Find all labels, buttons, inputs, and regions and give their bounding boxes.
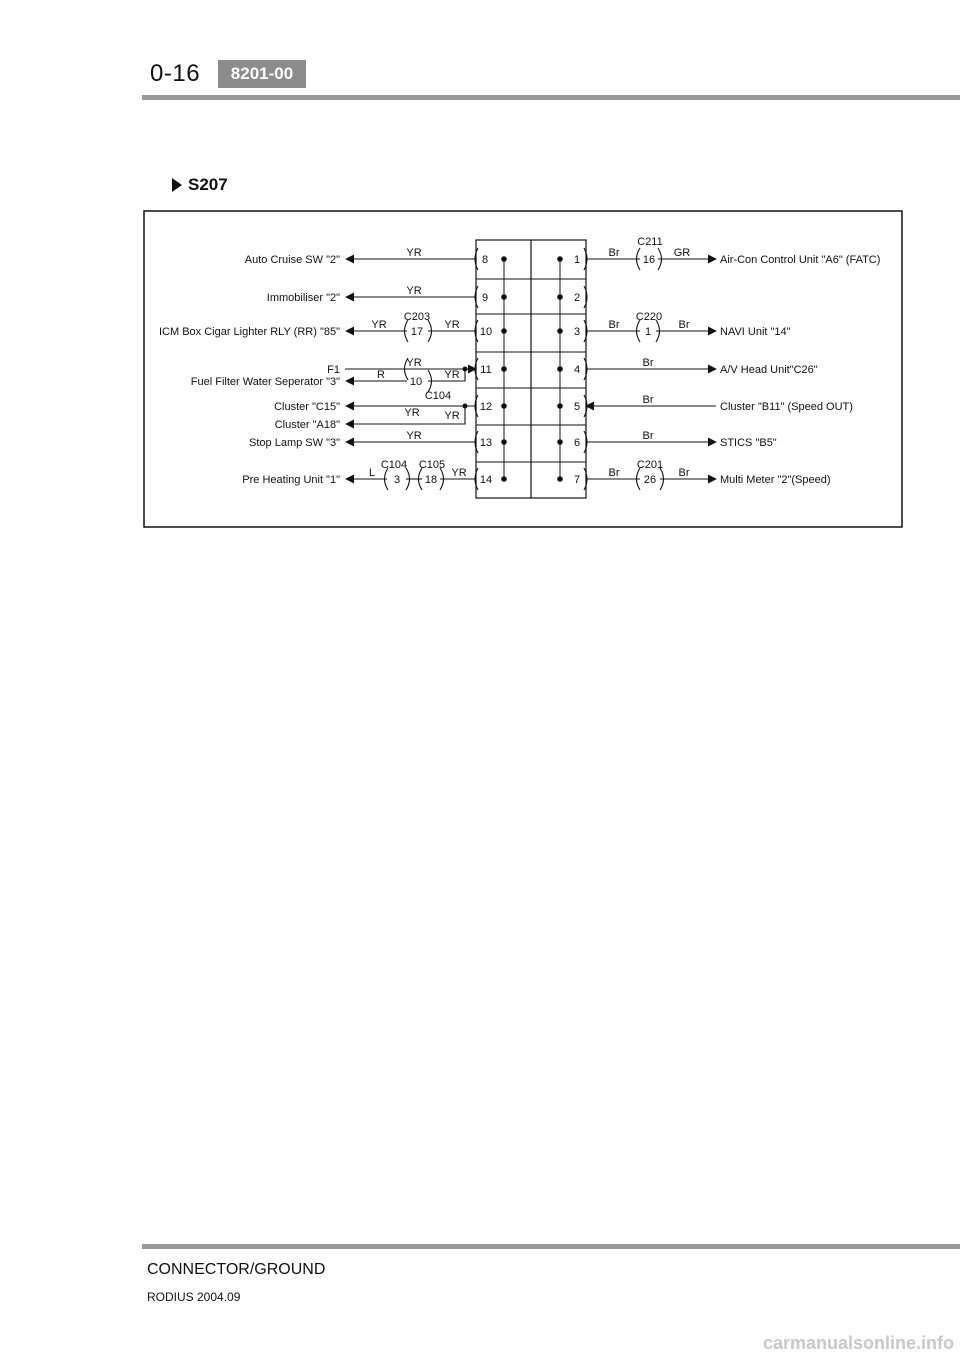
connector-id: C201 (636, 459, 664, 471)
pin-label: 6 (573, 437, 581, 449)
wire-color: Br (608, 247, 620, 259)
circuit-label: Fuel Filter Water Seperator "3" (190, 376, 340, 388)
wire-color: YR (406, 247, 422, 259)
circuit-label: Pre Heating Unit "1" (242, 474, 340, 486)
circuit-label: ICM Box Cigar Lighter RLY (RR) "85" (158, 326, 340, 338)
connector-pin: 18 (424, 474, 438, 486)
diagram-title: S207 (188, 175, 228, 194)
connector-pin: 10 (409, 376, 423, 388)
circuit-label: Cluster "A18" (274, 419, 340, 431)
wire-color: YR (444, 410, 460, 422)
pin-label: 10 (479, 326, 493, 338)
connector-id: C211 (637, 236, 663, 248)
pin-label: 7 (573, 474, 581, 486)
pin-label: 2 (573, 292, 581, 304)
wire-color: YR (451, 467, 467, 479)
wire-color: YR (406, 357, 422, 369)
wire-color: L (368, 467, 376, 479)
connector-id: C105 (418, 459, 446, 471)
pin-label: 4 (573, 364, 581, 376)
pin-label: 9 (481, 292, 489, 304)
wire-color: Br (608, 467, 620, 479)
circuit-label: Air-Con Control Unit "A6" (FATC) (720, 254, 881, 266)
wire-color: Br (608, 319, 620, 331)
circuit-label: Cluster "B11" (Speed OUT) (720, 401, 853, 413)
wire-color: Br (642, 394, 654, 406)
connector-pin: 17 (410, 326, 424, 338)
footer-subtitle: RODIUS 2004.09 (147, 1290, 241, 1304)
connector-pin: 26 (643, 474, 657, 486)
wire-color: YR (406, 285, 422, 297)
circuit-label: NAVI Unit "14" (720, 326, 791, 338)
wire-color: YR (444, 369, 460, 381)
wire-color: GR (673, 247, 691, 259)
wire-color: Br (642, 357, 654, 369)
wire-color: Br (678, 319, 690, 331)
footer-title: CONNECTOR/GROUND (147, 1261, 326, 1278)
connector-id: C104 (380, 459, 408, 471)
circuit-label: Immobiliser "2" (266, 292, 340, 304)
wire-color: Br (642, 430, 654, 442)
pin-label: 13 (479, 437, 493, 449)
connector-pin: 3 (393, 474, 401, 486)
circuit-label: Stop Lamp SW "3" (249, 437, 340, 449)
circuit-label: STICS "B5" (720, 437, 777, 449)
pin-label: 12 (479, 401, 493, 413)
page-number: 0-16 (150, 60, 201, 87)
pin-label: 5 (573, 401, 581, 413)
pin-label: 3 (573, 326, 581, 338)
watermark: carmanualsonline.info (762, 1333, 954, 1353)
pin-label: 8 (481, 254, 489, 266)
footer-rule (142, 1244, 960, 1249)
pin-label: 14 (479, 474, 493, 486)
connector-id: C220 (635, 311, 663, 323)
pin-label: 1 (573, 254, 581, 266)
wire-color: R (377, 369, 385, 381)
section-code-badge: 8201-00 (218, 60, 306, 88)
wire-color: YR (371, 319, 387, 331)
circuit-label: F1 (327, 364, 340, 376)
connector-id: C104 (424, 390, 452, 402)
connector-id: C203 (403, 311, 431, 323)
wire-color: YR (404, 407, 420, 419)
circuit-label: Auto Cruise SW "2" (244, 254, 340, 266)
wire-color: Br (678, 467, 690, 479)
circuit-label: Multi Meter "2"(Speed) (720, 474, 831, 486)
connector-pin: 16 (642, 254, 656, 266)
wire-color: YR (406, 430, 422, 442)
wire-color: YR (444, 319, 460, 331)
connector-pin: 1 (644, 326, 652, 338)
pin-label: 11 (480, 364, 492, 376)
circuit-label: Cluster "C15" (274, 401, 340, 413)
circuit-label: A/V Head Unit"C26" (720, 364, 818, 376)
